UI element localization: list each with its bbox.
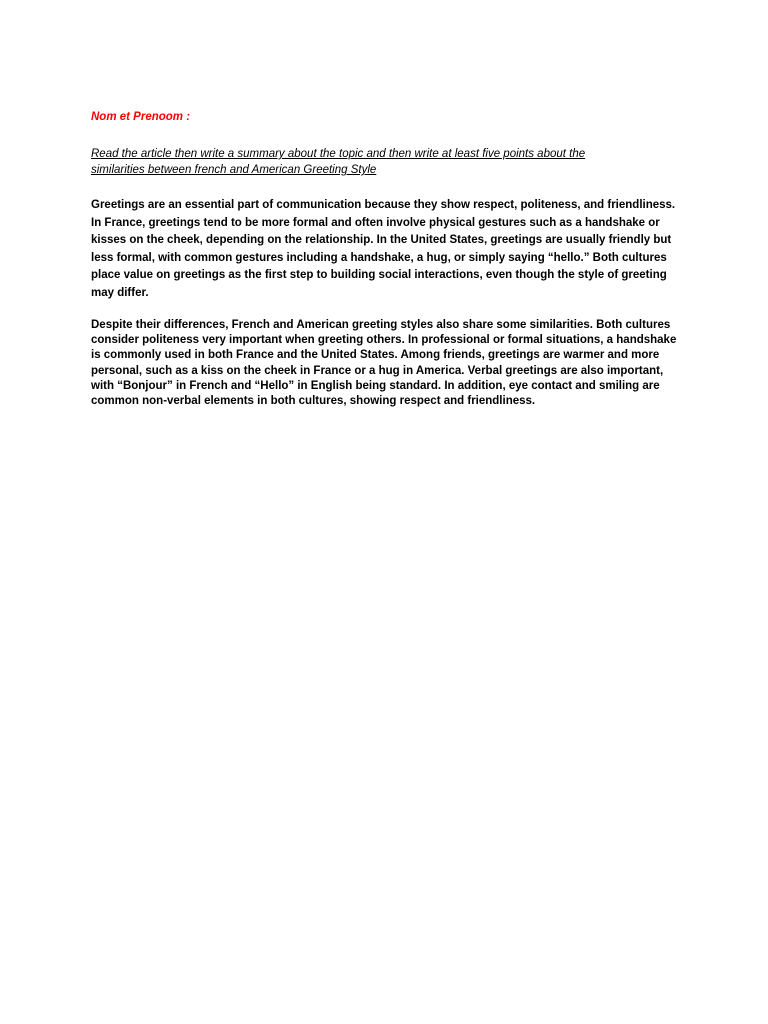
name-label: Nom et Prenoom :: [91, 111, 191, 123]
instructions-text: Read the article then write a summary about the topic and then write at least five points about the similarities between french and American Greeting Style: [91, 148, 586, 176]
summary-paragraph-2: Despite their differences, French and American greeting styles also share some similarities. Both cultures consider politeness very important when greeting others. In professional or formal situations, a handshake is commonly used in both France and the United States. Among friends, greetings are warmer and more personal, such as a kiss on the cheek in France or a hug in America. Verbal greetings are also important, with “Bonjour” in French and “Hello” in English being standard. In addition, eye contact and smiling are common non-verbal elements in both cultures, showing respect and friendliness.: [91, 319, 677, 408]
summary-paragraph-1: Greetings are an essential part of communication because they show respect, politeness, and friendliness. In France, greetings tend to be more formal and often involve physical gestures such as a handshake or kisses on the cheek, depending on the relationship. In the United States, greetings are usually friendly but less formal, with common gestures including a handshake, a hug, or simply saying “hello.” Both cultures place value on greetings as the first step to building social interactions, even though the style of greeting may differ.: [91, 199, 676, 299]
